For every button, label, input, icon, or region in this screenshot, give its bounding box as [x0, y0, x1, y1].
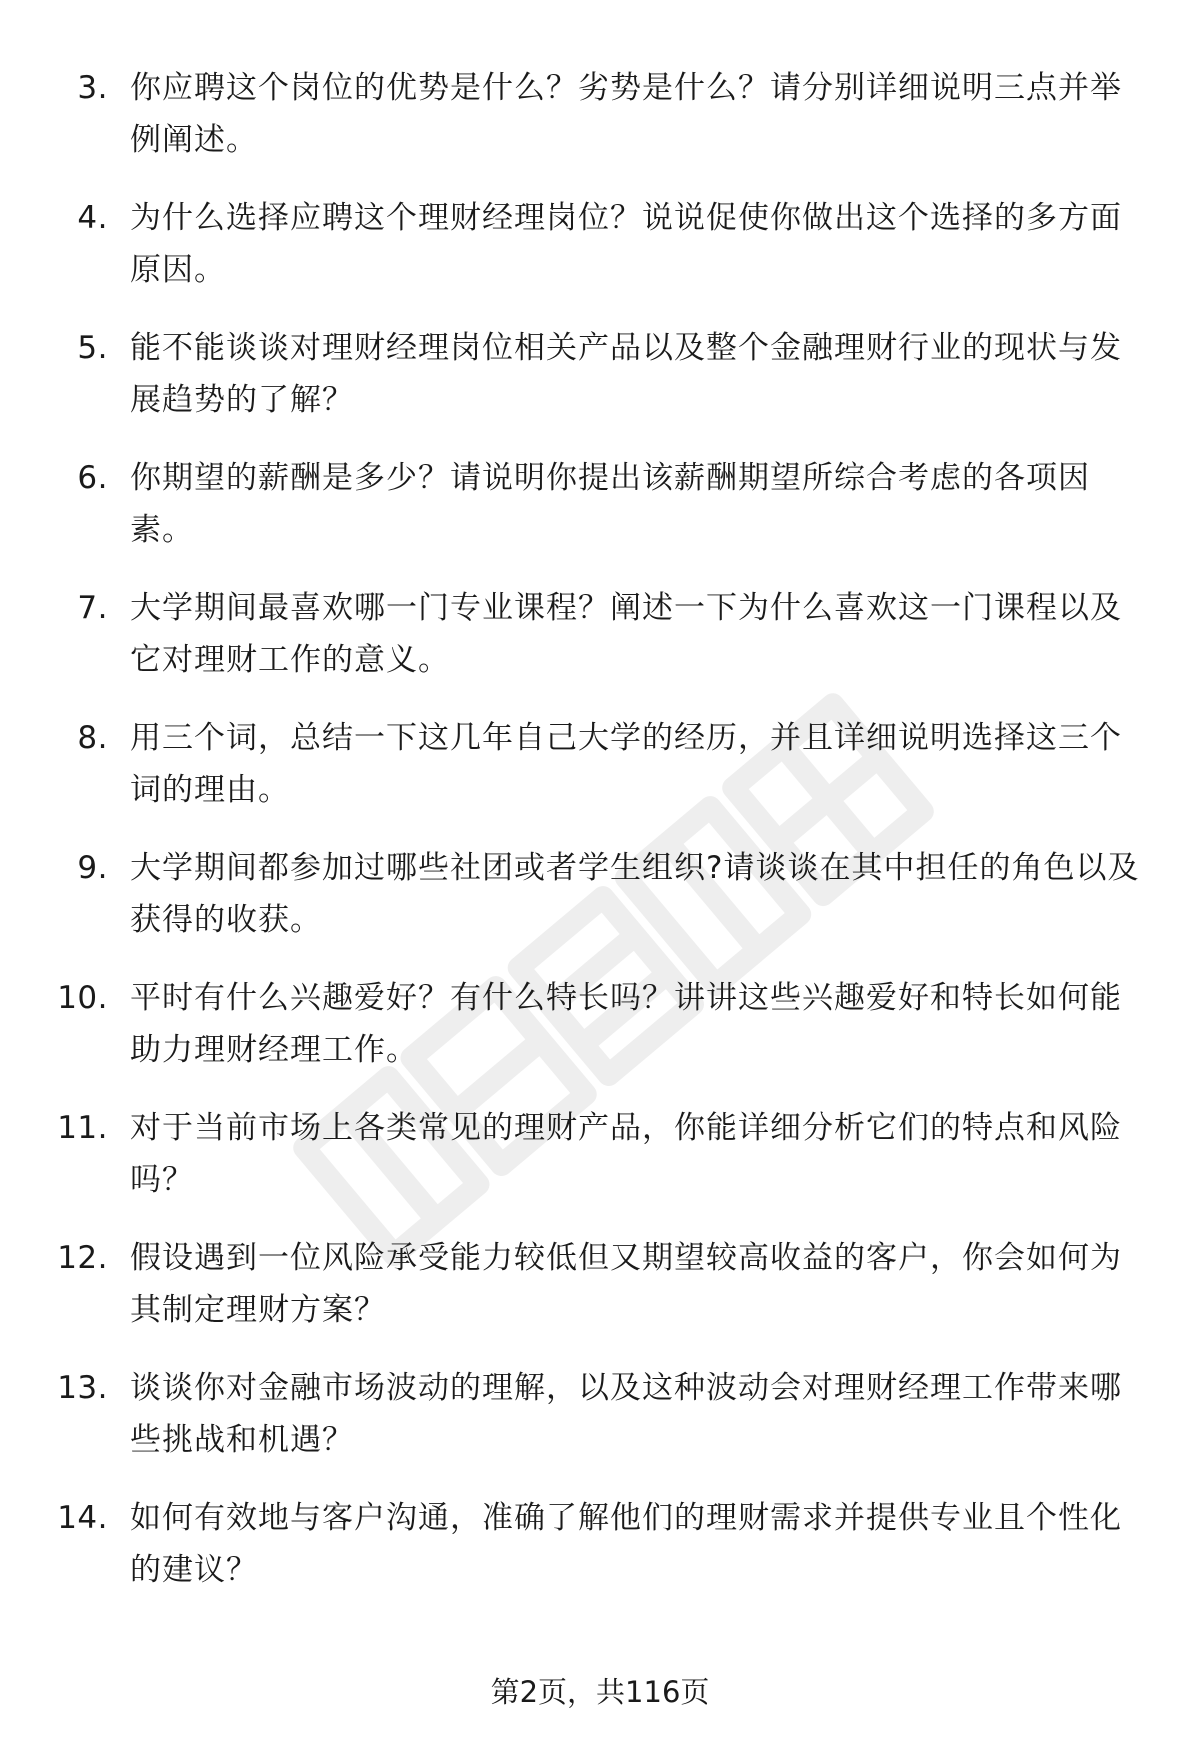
question-number: 6.	[77, 460, 108, 496]
question-text: 谈谈你对金融市场波动的理解，以及这种波动会对理财经理工作带来哪些挑战和机遇？	[130, 1370, 1122, 1458]
question-number: 13.	[57, 1370, 108, 1406]
question-text: 你应聘这个岗位的优势是什么？劣势是什么？请分别详细说明三点并举例阐述。	[130, 70, 1122, 158]
list-item	[0, 1102, 1200, 1232]
question-list	[0, 62, 1200, 1622]
question-number: 12.	[57, 1240, 108, 1276]
question-text: 你期望的薪酬是多少？请说明你提出该薪酬期望所综合考虑的各项因素。	[130, 460, 1090, 548]
question-number: 5.	[77, 330, 108, 366]
question-text: 假设遇到一位风险承受能力较低但又期望较高收益的客户，你会如何为其制定理财方案？	[130, 1240, 1122, 1328]
list-item	[0, 712, 1200, 842]
list-item	[0, 842, 1200, 972]
question-number: 14.	[57, 1500, 108, 1536]
question-text: 用三个词，总结一下这几年自己大学的经历，并且详细说明选择这三个词的理由。	[130, 720, 1122, 808]
question-text: 平时有什么兴趣爱好？有什么特长吗？讲讲这些兴趣爱好和特长如何能助力理财经理工作。	[130, 980, 1122, 1068]
question-text: 能不能谈谈对理财经理岗位相关产品以及整个金融理财行业的现状与发展趋势的了解？	[130, 330, 1122, 418]
page-number: 第2页，共116页	[490, 1675, 710, 1709]
list-item	[0, 192, 1200, 322]
question-number: 8.	[77, 720, 108, 756]
question-text: 大学期间最喜欢哪一门专业课程？阐述一下为什么喜欢这一门课程以及它对理财工作的意义。	[130, 590, 1122, 678]
question-text: 为什么选择应聘这个理财经理岗位？说说促使你做出这个选择的多方面原因。	[130, 200, 1122, 288]
question-number: 11.	[57, 1110, 108, 1146]
list-item	[0, 582, 1200, 712]
question-text: 对于当前市场上各类常见的理财产品，你能详细分析它们的特点和风险吗？	[130, 1110, 1122, 1198]
question-number: 10.	[57, 980, 108, 1016]
list-item	[0, 1232, 1200, 1362]
list-item	[0, 1492, 1200, 1622]
list-item	[0, 1362, 1200, 1492]
question-number: 9.	[77, 850, 108, 886]
question-text: 大学期间都参加过哪些社团或者学生组织?请谈谈在其中担任的角色以及获得的收获。	[130, 850, 1140, 938]
list-item	[0, 452, 1200, 582]
list-item	[0, 972, 1200, 1102]
question-number: 7.	[77, 590, 108, 626]
question-number: 4.	[77, 200, 108, 236]
list-item	[0, 322, 1200, 452]
list-item	[0, 62, 1200, 192]
question-text: 如何有效地与客户沟通，准确了解他们的理财需求并提供专业且个性化的建议？	[130, 1500, 1122, 1588]
question-number: 3.	[77, 70, 108, 106]
